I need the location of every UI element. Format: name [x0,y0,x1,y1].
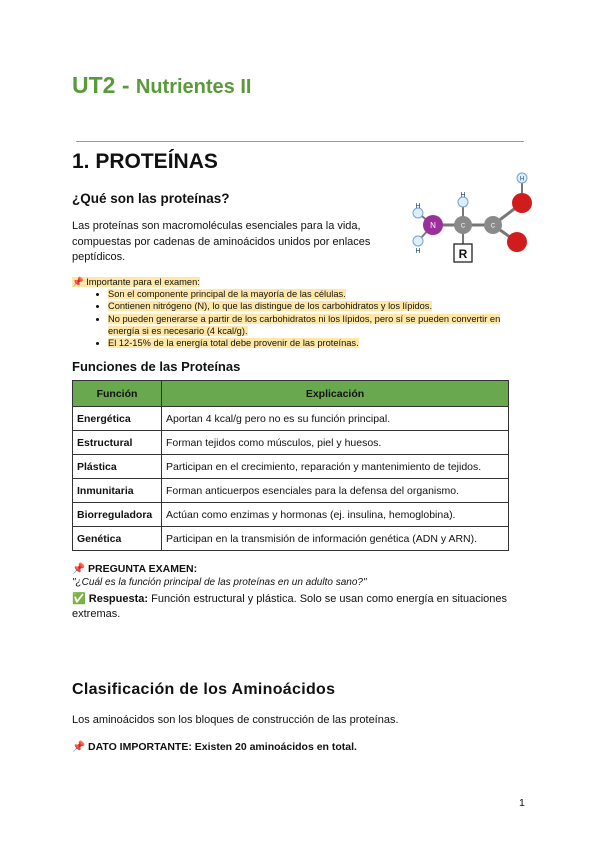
important-label: 📌 Importante para el examen: [72,277,200,287]
functions-heading: Funciones de las Proteínas [72,359,241,374]
table-row [73,455,509,479]
exam-question-text: "¿Cuál es la función principal de las proteínas en un adulto sano?" [72,577,367,588]
document-title [72,72,251,99]
functions-table [72,380,509,551]
list-item: • Contienen nitrógeno (N), lo que las distingue de los carbohidratos y los lípidos. [108,300,502,312]
answer-label: ✅ Respuesta: [72,593,149,605]
intro-paragraph: Las proteínas son macromoléculas esenciales para la vida, compuestas por cadenas de aminoácidos unidos por enlaces peptídicos. [72,220,371,263]
important-fact: 📌 DATO IMPORTANTE: Existen 20 aminoácidos en total. [72,741,357,753]
question-heading: ¿Qué son las proteínas? [72,191,230,206]
list-item: • No pueden generarse a partir de los carbohidratos ni los lípidos, pero sí se pueden convertir en energía si es necesario (4 kcal/g). [108,313,502,337]
hydrogen-label: H [415,248,421,255]
title-sub: Nutrientes II [135,76,252,98]
function-explanation: Participan en el crecimiento, reparación y mantenimiento de tejidos. [162,455,509,479]
classification-heading: Clasificación de los Aminoácidos [72,681,336,698]
important-list [72,288,502,349]
title-main: UT2 - [72,72,130,98]
answer-text: Función estructural y plástica. Solo se usan como energía en situaciones extremas. [72,593,507,620]
horizontal-rule [76,141,524,142]
page-number: 1 [519,797,525,809]
list-item: • El 12-15% de la energía total debe provenir de las proteínas. [108,337,502,349]
nitrogen-label: N [430,221,436,230]
r-group-label: R [458,247,468,261]
column-header: Función [73,381,162,407]
list-item: • Son el componente principal de la mayoría de las células. [108,288,502,300]
exam-answer [72,592,522,622]
function-explanation: Actúan como enzimas y hormonas (ej. insulina, hemoglobina). [162,503,509,527]
function-explanation: Forman anticuerpos esenciales para la defensa del organismo. [162,479,509,503]
exam-question-label: 📌 PREGUNTA EXAMEN: [72,563,198,575]
column-header: Explicación [162,381,509,407]
important-box [72,276,502,349]
function-name: Energética [73,407,162,431]
section-heading: 1. PROTEÍNAS [72,150,218,173]
table-row [73,407,509,431]
function-name: Biorreguladora [73,503,162,527]
table-row [73,527,509,551]
function-explanation: Forman tejidos como músculos, piel y huesos. [162,431,509,455]
function-name: Genética [73,527,162,551]
table-row [73,503,509,527]
amino-acid-molecule-image [400,168,550,278]
hydrogen-label: H [460,192,466,199]
function-name: Inmunitaria [73,479,162,503]
classification-text: Los aminoácidos son los bloques de construcción de las proteínas. [72,714,399,726]
hydrogen-label: H [415,203,421,210]
function-name: Plástica [73,455,162,479]
table-row [73,431,509,455]
table-header-row [73,381,509,407]
function-name: Estructural [73,431,162,455]
function-explanation: Participan en la transmisión de información genética (ADN y ARN). [162,527,509,551]
table-row [73,479,509,503]
function-explanation: Aportan 4 kcal/g pero no es su función principal. [162,407,509,431]
carbon-label: C [490,223,496,230]
carbon-label: C [460,223,466,230]
hydrogen-label: H [519,176,525,183]
